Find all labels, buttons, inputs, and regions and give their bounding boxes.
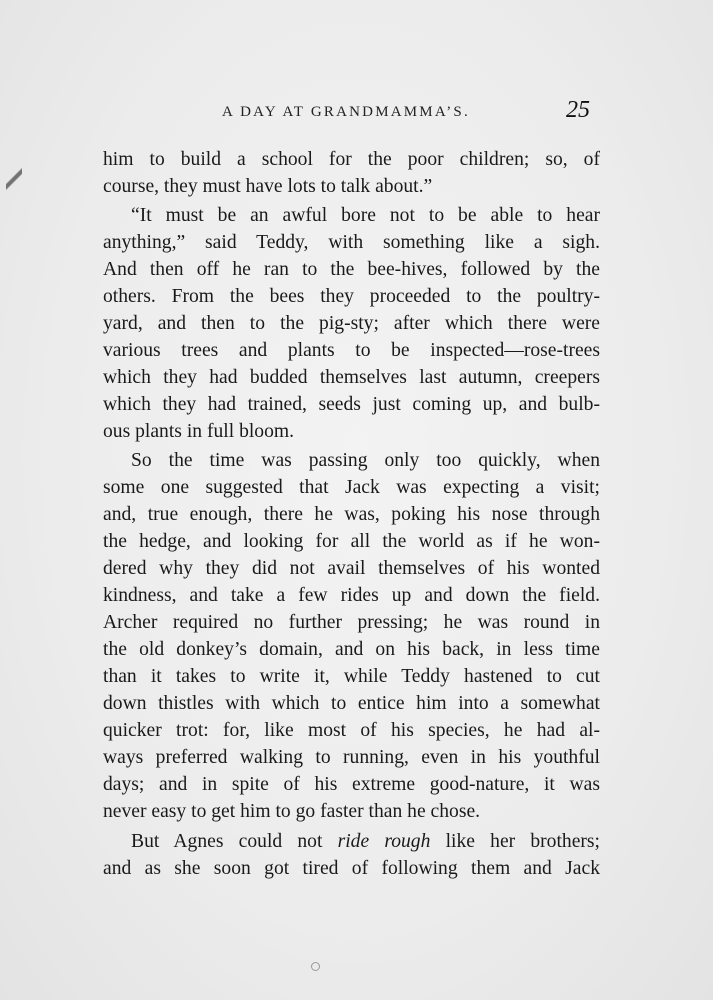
text-run: But Agnes could not [131, 831, 338, 852]
text-line: the old donkey’s domain, and on his back, in less time [103, 639, 600, 660]
text-line: Archer required no further pressing; he was round in [103, 612, 600, 633]
text-run: like her brothers; [430, 831, 600, 852]
text-line: dered why they did not avail themselves of his wonted [103, 558, 600, 579]
text-line: the hedge, and looking for all the world as if he won- [103, 531, 600, 552]
text-line: yard, and then to the pig-sty; after which there were [103, 313, 600, 334]
text-line: and as she soon got tired of following them and Jack [103, 858, 600, 879]
text-line: down thistles with which to entice him into a somewhat [103, 693, 600, 714]
margin-ink-mark [6, 168, 22, 190]
text-line: “It must be an awful bore not to be able to hear [131, 205, 600, 226]
text-line: course, they must have lots to talk about.” [103, 176, 433, 197]
text-line: quicker trot: for, like most of his species, he had al- [103, 720, 600, 741]
text-line: various trees and plants to be inspected—rose-trees [103, 340, 600, 361]
text-line: ways preferred walking to running, even in his youthful [103, 747, 600, 768]
text-line: kindness, and take a few rides up and down the field. [103, 585, 600, 606]
text-line-mixed [103, 828, 600, 855]
page-number: 25 [566, 97, 590, 123]
text-line: and, true enough, there he was, poking his nose through [103, 504, 600, 525]
text-line: never easy to get him to go faster than he chose. [103, 801, 481, 822]
text-line: And then off he ran to the bee-hives, followed by the [103, 259, 600, 280]
italic-phrase: ride rough [337, 831, 431, 852]
text-line: ous plants in full bloom. [103, 421, 295, 442]
running-head: A DAY AT GRANDMAMMA’S. [222, 104, 470, 120]
text-line: So the time was passing only too quickly, when [131, 450, 600, 471]
text-line: which they had trained, seeds just coming up, and bulb- [103, 394, 600, 415]
text-line: days; and in spite of his extreme good-nature, it was [103, 774, 600, 795]
text-line: others. From the bees they proceeded to the poultry- [103, 286, 600, 307]
text-line: some one suggested that Jack was expecting a visit; [103, 477, 600, 498]
text-line: than it takes to write it, while Teddy hastened to cut [103, 666, 600, 687]
text-line: which they had budded themselves last autumn, creepers [103, 367, 600, 388]
text-line: him to build a school for the poor children; so, of [103, 149, 600, 170]
text-line: anything,” said Teddy, with something like a sigh. [103, 232, 600, 253]
body-text [103, 146, 600, 882]
page-blemish [311, 962, 320, 971]
